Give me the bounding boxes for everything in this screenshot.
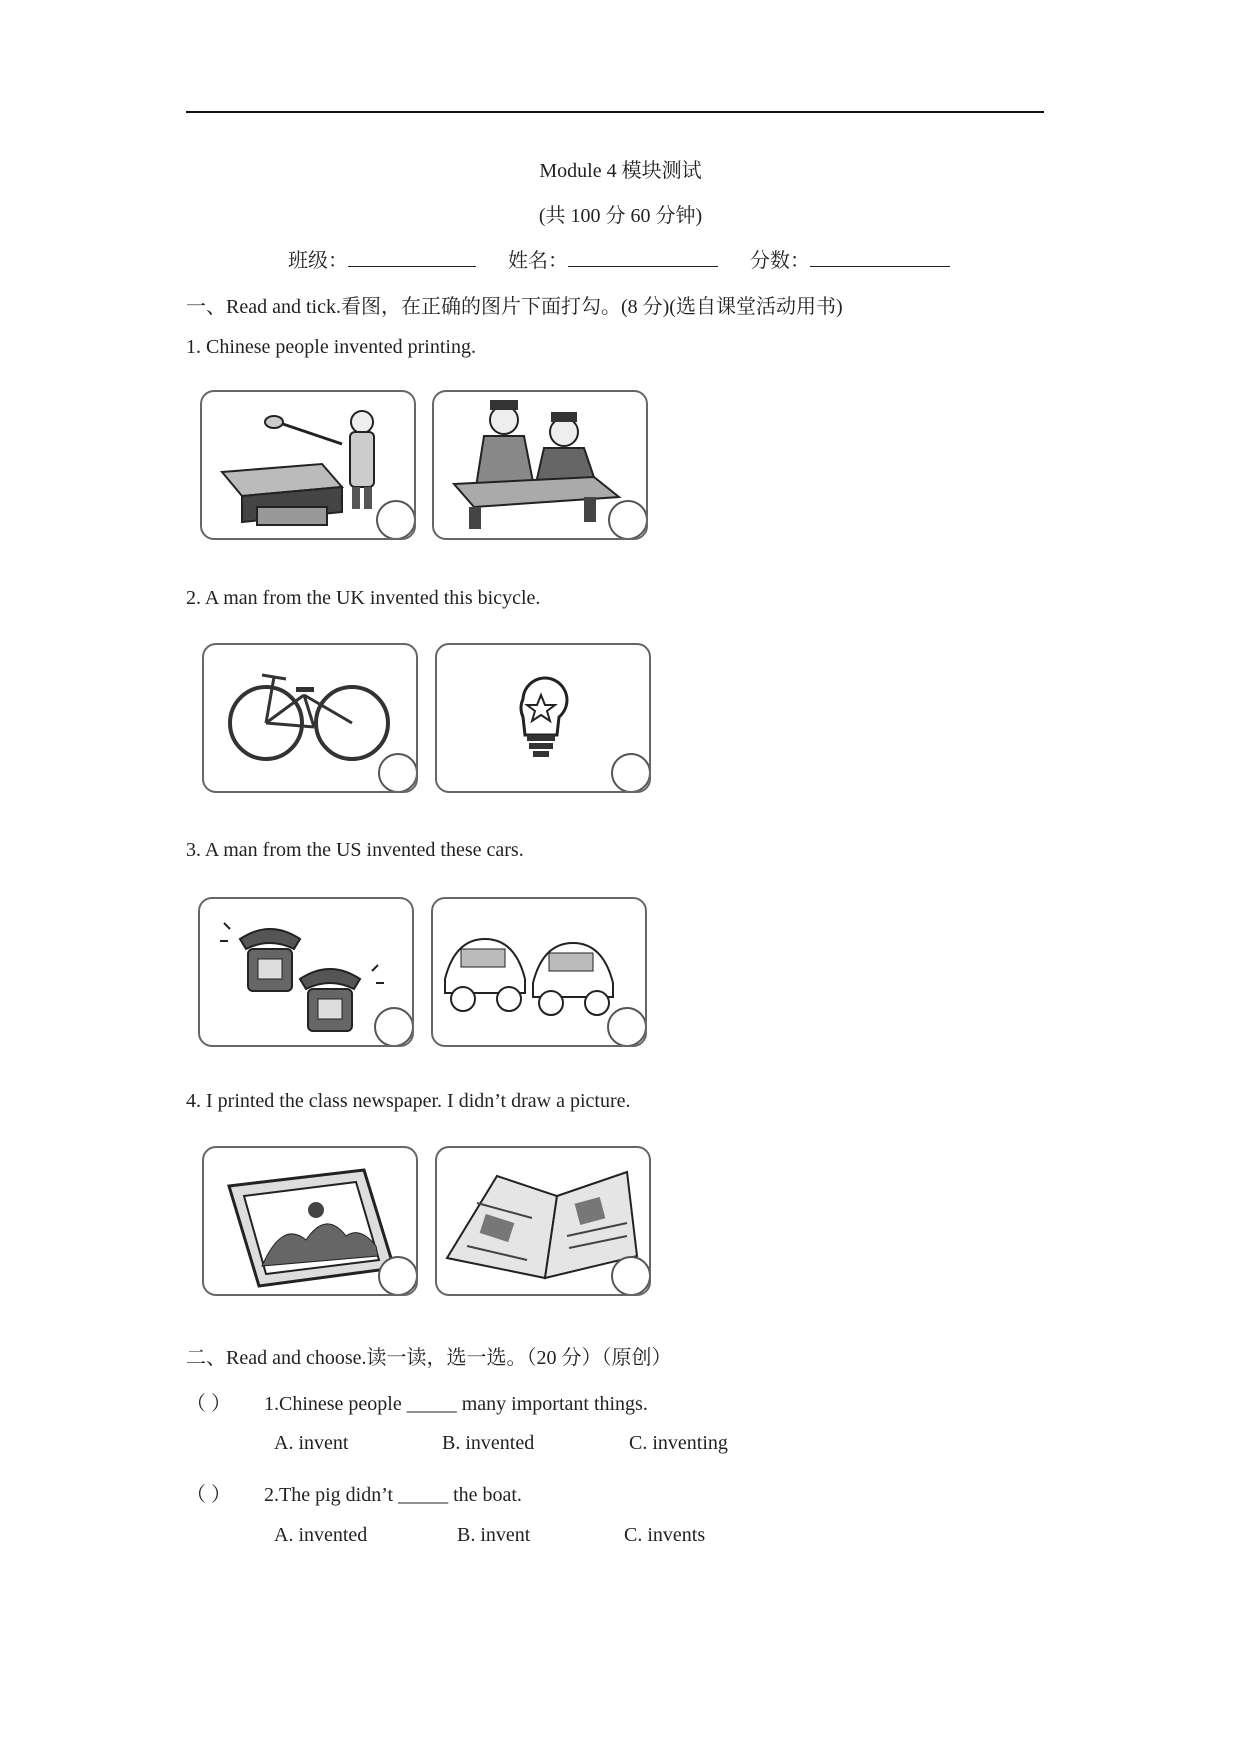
option-bulb-picture (435, 643, 651, 793)
page-subtitle: (共 100 分 60 分钟) (538, 205, 703, 227)
question-2-option-a[interactable]: A. invented (274, 1524, 368, 1546)
item-1-text: 1. Chinese people invented printing. (186, 336, 476, 358)
item-2-text: 2. A man from the UK invented this bicycle. (186, 587, 541, 609)
fill-blank: _____ (398, 1484, 449, 1506)
tick-circle[interactable] (611, 753, 651, 793)
class-field[interactable] (348, 248, 476, 267)
question-1-option-c[interactable]: C. inventing (629, 1432, 728, 1454)
question-1-option-b[interactable]: B. invented (442, 1432, 535, 1454)
tick-circle[interactable] (608, 500, 648, 540)
option-bicycle-picture (202, 643, 418, 793)
option-cars-picture (431, 897, 647, 1047)
section2-heading: 二、Read and choose.读一读，选一选。（20 分）（原创） (186, 1347, 672, 1369)
question-1-option-a[interactable]: A. invent (274, 1432, 349, 1454)
name-label: 姓名： (508, 250, 568, 272)
tick-circle[interactable] (607, 1007, 647, 1047)
question-1: （ ） 1.Chinese people _____ many important things. (186, 1387, 648, 1416)
class-label: 班级： (288, 250, 348, 272)
item-4-text: 4. I printed the class newspaper. I didn’t draw a picture. (186, 1090, 631, 1112)
option-printing-picture (200, 390, 416, 540)
option-picture-frame-picture (202, 1146, 418, 1296)
question-2: （ ） 2.The pig didn’t _____ the boat. (186, 1478, 522, 1507)
tick-circle[interactable] (611, 1256, 651, 1296)
score-label: 分数： (750, 250, 810, 272)
item-3-text: 3. A man from the US invented these cars. (186, 839, 524, 861)
question-2-option-b[interactable]: B. invent (457, 1524, 531, 1546)
fill-blank: _____ (406, 1393, 457, 1415)
answer-paren[interactable]: （ ） (186, 1484, 231, 1506)
option-newspaper-picture (435, 1146, 651, 1296)
name-field[interactable] (568, 248, 718, 267)
option-telephones-picture (198, 897, 414, 1047)
section1-heading: 一、Read and tick.看图，在正确的图片下面打勾。(8 分)(选自课堂活动用书) (186, 296, 843, 318)
student-info-row (288, 244, 950, 273)
tick-circle[interactable] (376, 500, 416, 540)
score-field[interactable] (810, 248, 950, 267)
answer-paren[interactable]: （ ） (186, 1393, 231, 1415)
top-rule (186, 111, 1044, 113)
question-2-option-c[interactable]: C. invents (624, 1524, 706, 1546)
tick-circle[interactable] (374, 1007, 414, 1047)
tick-circle[interactable] (378, 753, 418, 793)
page-title: Module 4 模块测试 (539, 160, 702, 182)
tick-circle[interactable] (378, 1256, 418, 1296)
option-reading-picture (432, 390, 648, 540)
